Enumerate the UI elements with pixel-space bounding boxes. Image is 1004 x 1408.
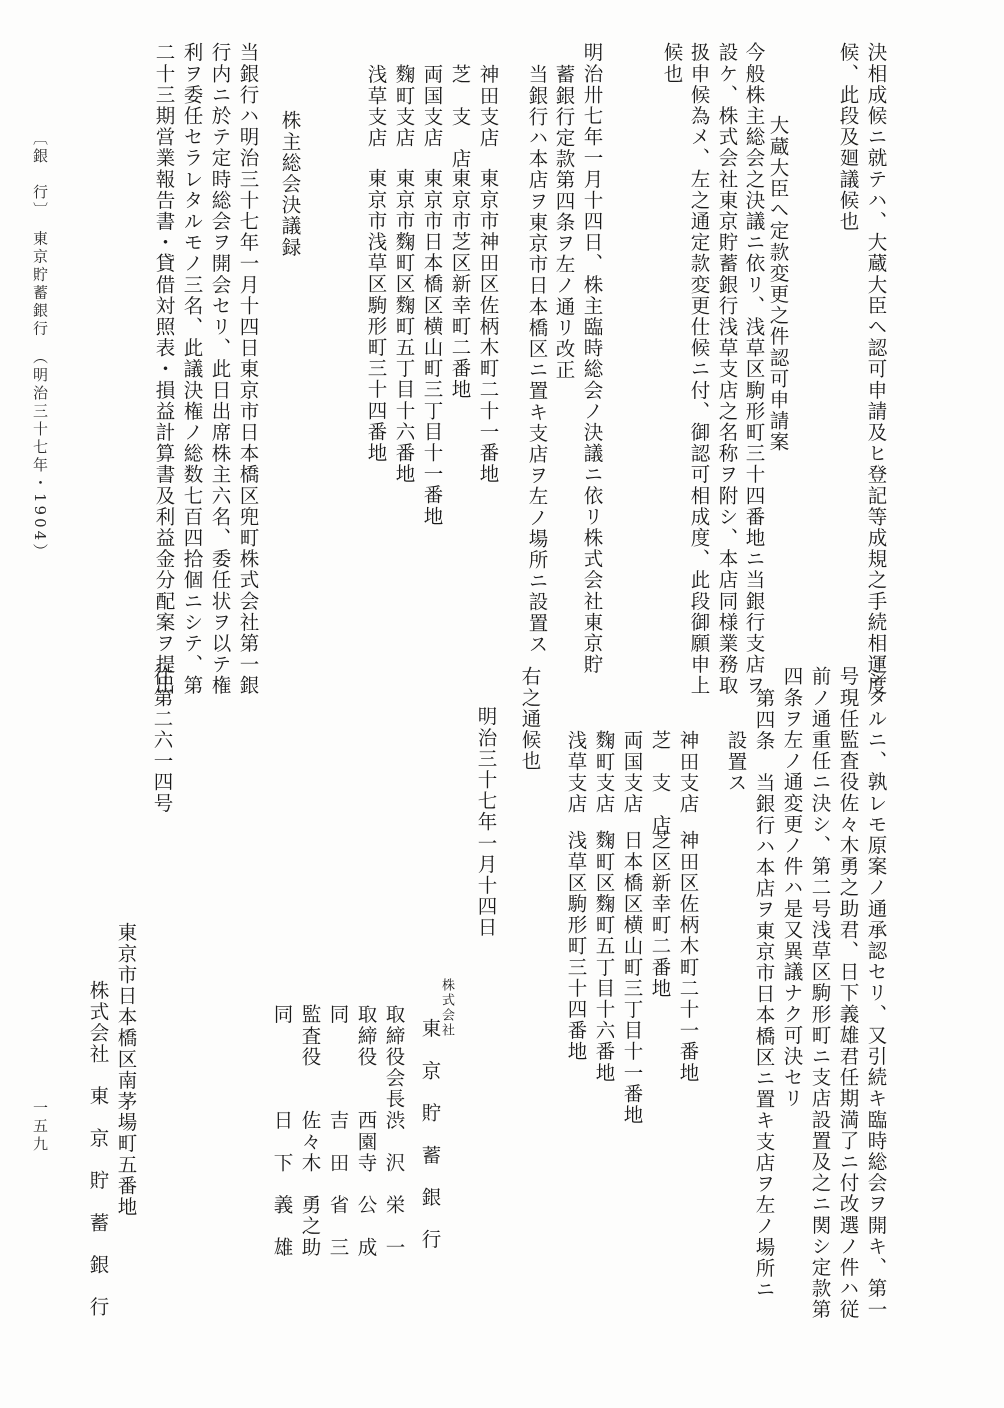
officer-name: 吉 田 省 三 xyxy=(326,1110,350,1258)
officer-title: 取締役会長 xyxy=(382,1004,406,1110)
officer-name: 渋 沢 栄 一 xyxy=(382,1110,406,1258)
text-column: 今般株主総会之決議ニ依リ、浅草区駒形町三十四番地ニ当銀行支店ヲ xyxy=(742,42,766,697)
branch-name: 麴町支店 xyxy=(392,64,416,149)
section-heading: 大蔵大臣ヘ定款変更之件認可申請案 xyxy=(766,115,790,453)
branch-address: 麴町区麴町五丁目十六番地 xyxy=(592,830,616,1084)
text-column: 当銀行ハ本店ヲ東京市日本橋区ニ置キ支店ヲ左ノ場所ニ設置ス xyxy=(525,64,549,655)
branch-address: 東京市麴町区麴町五丁目十六番地 xyxy=(392,168,416,485)
branch-address: 東京市日本橋区横山町三丁目十一番地 xyxy=(420,168,444,527)
branch-name: 神田支店 xyxy=(476,64,500,149)
text-column: 明治卅七年一月十四日、株主臨時総会ノ決議ニ依リ株式会社東京貯 xyxy=(580,42,604,675)
officer-title: 同 xyxy=(326,1004,350,1026)
text-column: 右之通候也 xyxy=(518,666,542,772)
running-header: 〔銀 行〕 東京貯蓄銀行 （明治三十七年・1904） xyxy=(31,130,49,562)
company-kind-mark: 株式会社 xyxy=(439,978,454,1038)
officer-name: 佐々木 勇之助 xyxy=(298,1110,322,1258)
branch-address: 東京市神田区佐柄木町二十一番地 xyxy=(476,168,500,485)
branch-name: 浅草支店 xyxy=(364,64,388,149)
text-column: 候也 xyxy=(660,42,684,85)
text-column: シタルニ、孰レモ原案ノ通承認セリ、又引続キ臨時総会ヲ開キ、第一 xyxy=(864,666,888,1321)
text-column: 設ケ、株式会社東京貯蓄銀行浅草支店之名称ヲ附シ、本店同様業務取 xyxy=(715,42,739,697)
branch-name: 芝 支 店 xyxy=(448,64,472,170)
company-name: 東 京 貯 蓄 銀 行 xyxy=(418,1018,442,1251)
branch-name: 麴町支店 xyxy=(592,730,616,815)
text-column: 蓄銀行定款第四条ヲ左ノ通リ改正 xyxy=(552,64,576,381)
branch-address: 東京市芝区新幸町二番地 xyxy=(448,168,472,401)
text-column: 第四条 当銀行ハ本店ヲ東京市日本橋区ニ置キ支店ヲ左ノ場所ニ xyxy=(752,688,776,1300)
branch-address: 芝区新幸町二番地 xyxy=(648,830,672,999)
text-column: 利ヲ委任セラレタルモノ三名、此議決権ノ総数七百四拾個ニシテ、第 xyxy=(180,42,204,697)
officer-name: 西園寺 公 成 xyxy=(354,1110,378,1258)
text-column: 設置ス xyxy=(724,730,748,794)
officer-title: 取締役 xyxy=(354,1004,378,1068)
officer-title: 同 xyxy=(270,1004,294,1026)
branch-name: 神田支店 xyxy=(676,730,700,815)
page-number: 一五九 xyxy=(31,1100,49,1154)
section-heading: 株主総会決議録 xyxy=(278,110,302,258)
recipient-address: 東京市日本橋区南茅場町五番地 xyxy=(114,922,138,1218)
branch-name: 浅草支店 xyxy=(564,730,588,815)
date-line: 明治三十七年一月十四日 xyxy=(474,706,498,939)
text-column: 二十三期営業報告書・貸借対照表・損益計算書及利益金分配案ヲ提出 xyxy=(152,42,176,697)
text-column: 当銀行ハ明治三十七年一月十四日東京市日本橋区兜町株式会社第一銀 xyxy=(236,42,260,697)
recipient-name: 株式会社 東 京 貯 蓄 銀 行 xyxy=(86,980,110,1318)
branch-name: 両国支店 xyxy=(620,730,644,815)
branch-address: 東京市浅草区駒形町三十四番地 xyxy=(364,168,388,464)
text-column: 決相成候ニ就テハ、大蔵大臣ヘ認可申請及ヒ登記等成規之手続相運度 xyxy=(864,42,888,697)
text-column: 前ノ通重任ニ決シ、第二号浅草区駒形町ニ支店設置及之ニ関シ定款第 xyxy=(808,666,832,1321)
branch-address: 浅草区駒形町三十四番地 xyxy=(564,830,588,1063)
officer-title: 監査役 xyxy=(298,1004,322,1068)
branch-name: 芝 支 店 xyxy=(648,730,672,836)
document-number: 往第二六一四号 xyxy=(150,666,174,814)
text-column: 行内ニ於テ定時総会ヲ開会セリ、此日出席株主六名、委任状ヲ以テ権 xyxy=(208,42,232,697)
branch-address: 神田区佐柄木町二十一番地 xyxy=(676,830,700,1084)
text-column: 号現任監査役佐々木勇之助君、日下義雄君任期満了ニ付改選ノ件ハ従 xyxy=(836,666,860,1321)
text-column: 候、此段及廻議候也 xyxy=(836,42,860,232)
text-column: 四条ヲ左ノ通変更ノ件ハ是又異議ナク可決セリ xyxy=(780,666,804,1110)
branch-address: 日本橋区横山町三丁目十一番地 xyxy=(620,830,644,1126)
branch-name: 両国支店 xyxy=(420,64,444,149)
text-column: 扱申候為メ、左之通定款変更仕候ニ付、御認可相成度、此段御願申上 xyxy=(687,42,711,697)
officer-name: 日 下 義 雄 xyxy=(270,1110,294,1258)
